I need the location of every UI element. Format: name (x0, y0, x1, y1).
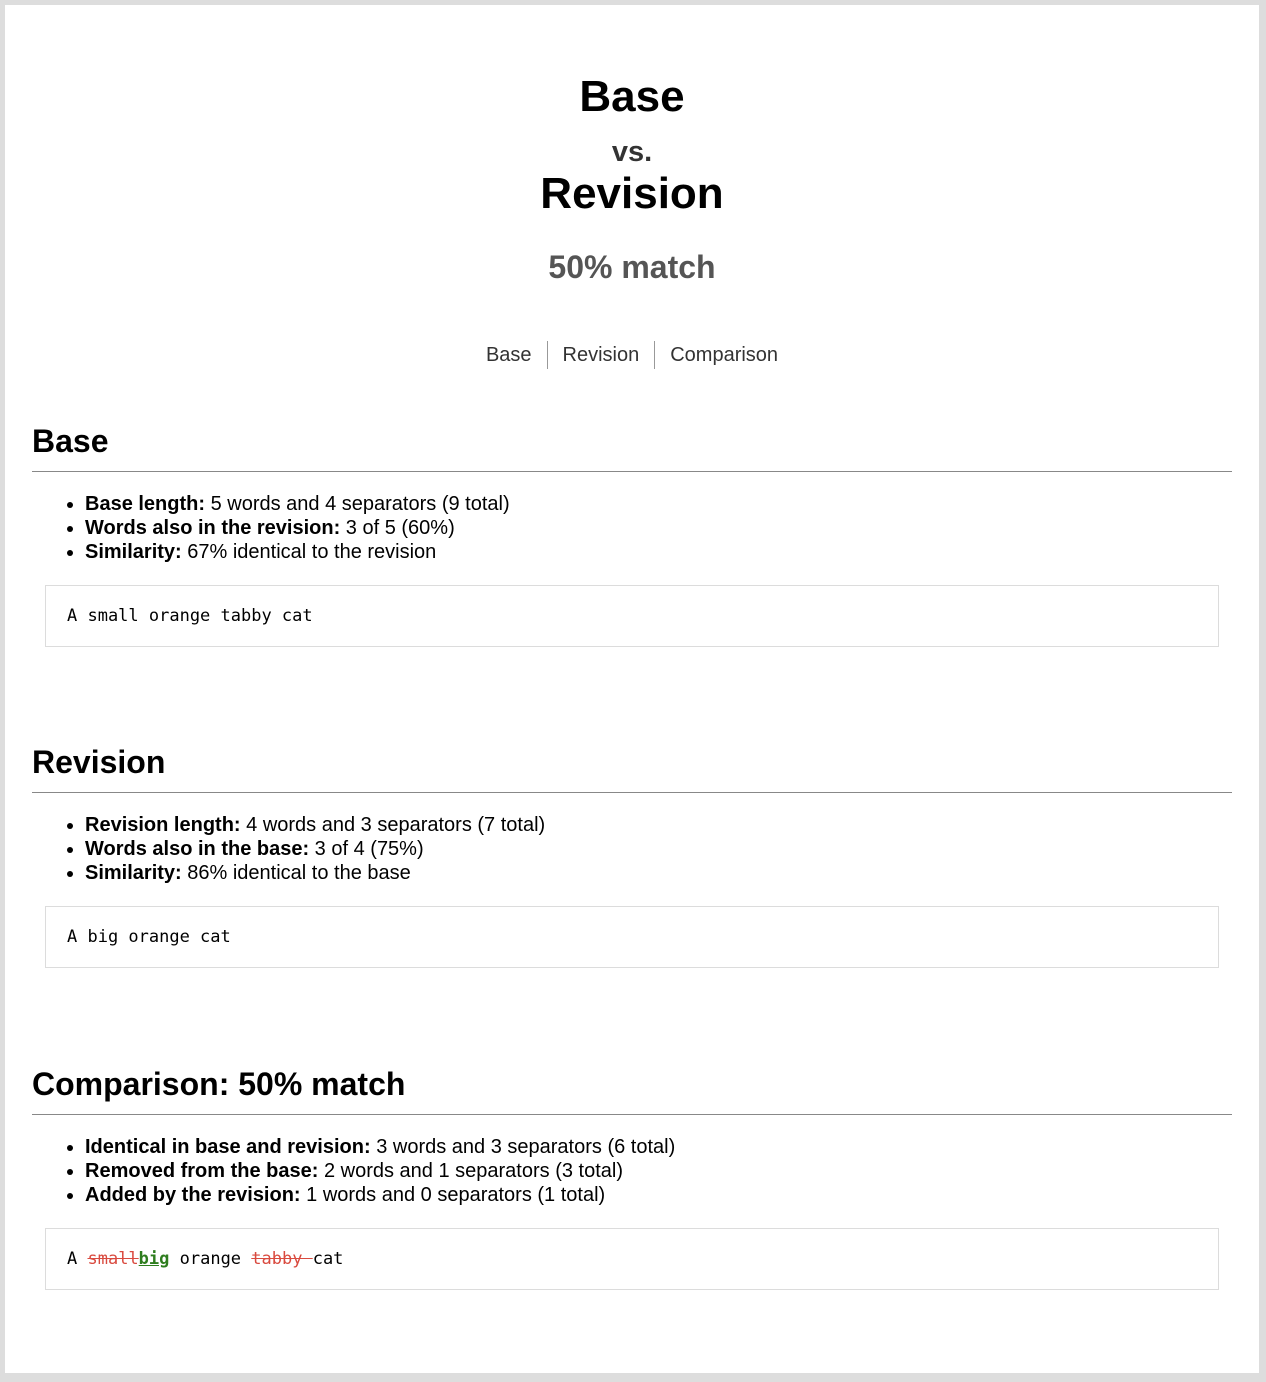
nav-link-comparison[interactable]: Comparison (654, 341, 793, 369)
stat-value: 2 words and 1 separators (3 total) (318, 1160, 623, 1182)
title-vs: vs. (611, 136, 653, 168)
stat-item (85, 1183, 1232, 1207)
diff-text-box (45, 1228, 1219, 1290)
stat-item (85, 837, 1232, 861)
diff-removed: small (87, 1249, 139, 1269)
title-revision: Revision (540, 169, 724, 218)
stat-label: Added by the revision: (85, 1184, 301, 1206)
stat-label: Words also in the base: (85, 838, 310, 860)
revision-stats (32, 813, 1232, 885)
diff-same: orange (169, 1249, 252, 1269)
comparison-stats (32, 1135, 1232, 1207)
match-percentage: 50% match (548, 249, 716, 285)
revision-section (32, 744, 1232, 968)
comparison-heading: Comparison: 50% match (32, 1066, 1232, 1115)
stat-value: 4 words and 3 separators (7 total) (240, 814, 546, 836)
stat-label: Removed from the base: (85, 1160, 319, 1182)
stat-value: 5 words and 4 separators (9 total) (205, 493, 510, 515)
stat-label: Identical in base and revision: (85, 1136, 371, 1158)
stat-item (85, 492, 1232, 516)
stat-value: 3 of 4 (75%) (309, 838, 424, 860)
stat-value: 86% identical to the base (181, 862, 411, 884)
diff-added: big (138, 1249, 170, 1269)
title-base: Base (579, 72, 685, 121)
comparison-section (32, 1066, 1232, 1290)
diff-removed: tabby (251, 1249, 313, 1269)
stat-item (85, 1135, 1232, 1159)
diff-same: A (67, 1249, 88, 1269)
diff-same: cat (312, 1249, 344, 1269)
stat-item (85, 1159, 1232, 1183)
stat-label: Revision length: (85, 814, 241, 836)
stat-label: Similarity: (85, 541, 182, 563)
nav-link-revision[interactable]: Revision (547, 341, 655, 369)
base-heading: Base (32, 423, 1232, 472)
stat-item (85, 540, 1232, 564)
base-stats (32, 492, 1232, 564)
stat-value: 3 of 5 (60%) (340, 517, 455, 539)
stat-item (85, 516, 1232, 540)
stat-value: 1 words and 0 separators (1 total) (300, 1184, 606, 1206)
revision-text-box: A big orange cat (45, 906, 1219, 968)
section-nav (5, 341, 1259, 369)
stat-label: Base length: (85, 493, 206, 515)
stat-item (85, 861, 1232, 885)
page (5, 5, 1259, 1373)
stat-item (85, 813, 1232, 837)
stat-value: 3 words and 3 separators (6 total) (370, 1136, 676, 1158)
revision-heading: Revision (32, 744, 1232, 793)
base-text-box: A small orange tabby cat (45, 585, 1219, 647)
nav-link-base[interactable]: Base (485, 344, 532, 366)
stat-label: Similarity: (85, 862, 182, 884)
stat-value: 67% identical to the revision (181, 541, 437, 563)
stat-label: Words also in the revision: (85, 517, 341, 539)
base-section (32, 423, 1232, 647)
